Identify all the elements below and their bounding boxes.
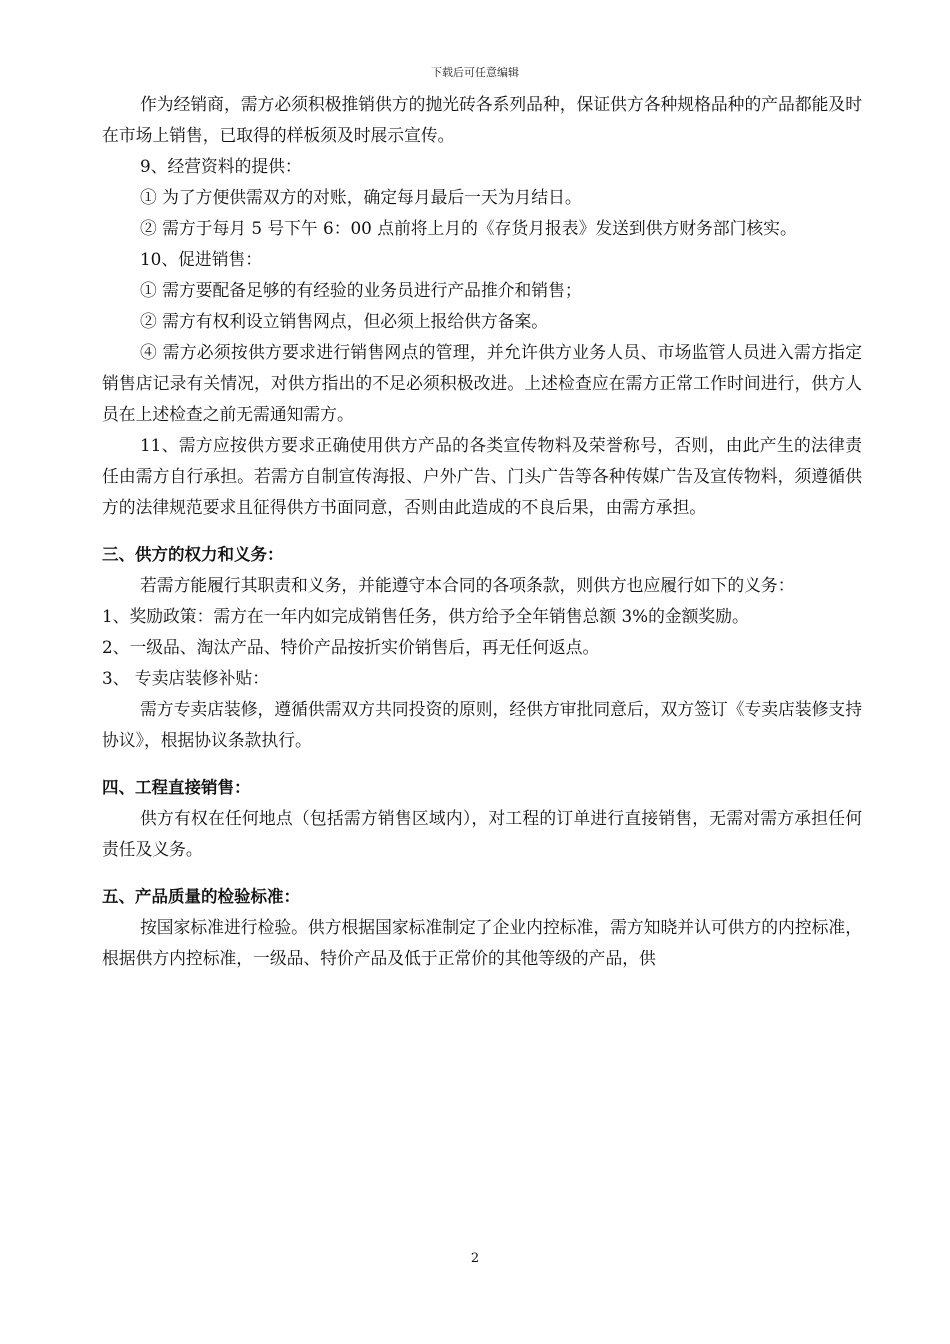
clause-9-item-1: ① 为了方便供需双方的对账，确定每月最后一天为月结日。 (140, 187, 582, 207)
section-5-heading: 五、产品质量的检验标准： (102, 887, 300, 906)
section-3-item-1: 1、奖励政策：需方在一年内如完成销售任务，供方给予全年销售总额 3%的金额奖励。 (102, 606, 749, 626)
section-3-intro: 若需方能履行其职责和义务，并能遵守本合同的各项条款，则供方也应履行如下的义务： (140, 575, 795, 595)
header-note: 下载后可任意编辑 (431, 66, 519, 79)
clause-9-title: 9、经营资料的提供： (140, 156, 302, 176)
clause-10-title: 10、促进销售： (140, 249, 263, 269)
clause-9-item-2: ② 需方于每月 5 号下午 6：00 点前将上月的《存货月报表》发送到供方财务部门核实。 (140, 218, 797, 238)
clause-10-item-4: ④ 需方必须按供方要求进行销售网点的管理，并允许供方业务人员、市场监管人员进入需方指定销售店记录有关情况，对供方指出的不足必须积极改进。上述检查应在需方正常工作时间进行，供方人员在上述检查之前无需通知需方。 (102, 342, 862, 424)
section-3-item-3: 3、 专卖店装修补贴： (102, 668, 270, 688)
section-4-heading: 四、工程直接销售： (102, 778, 251, 797)
section-5-body: 按国家标准进行检验。供方根据国家标准制定了企业内控标准，需方知晓并认可供方的内控标准，根据供方内控标准，一级品、特价产品及低于正常价的其他等级的产品，供 (102, 917, 862, 968)
clause-10-item-2: ② 需方有权利设立销售网点，但必须上报给供方备案。 (140, 311, 549, 331)
paragraph-dealer-duty: 作为经销商，需方必须积极推销供方的抛光砖各系列品种，保证供方各种规格品种的产品都能及时在市场上销售，已取得的样板须及时展示宣传。 (102, 94, 862, 145)
page-number: 2 (470, 1251, 480, 1266)
section-3-heading: 三、供方的权力和义务： (102, 545, 284, 564)
section-4-body: 供方有权在任何地点（包括需方销售区域内），对工程的订单进行直接销售，无需对需方承担任何责任及义务。 (102, 808, 862, 859)
section-3-item-2: 2、一级品、淘汰产品、特价产品按折实价销售后，再无任何返点。 (102, 637, 600, 657)
document-body (102, 89, 862, 974)
clause-10-item-1: ① 需方要配备足够的有经验的业务员进行产品推介和销售； (140, 280, 582, 300)
section-3-item-3-body: 需方专卖店装修，遵循供需双方共同投资的原则，经供方审批同意后，双方签订《专卖店装修支持协议》，根据协议条款执行。 (102, 699, 862, 750)
clause-11: 11、需方应按供方要求正确使用供方产品的各类宣传物料及荣誉称号，否则，由此产生的法律责任由需方自行承担。若需方自制宣传海报、户外广告、门头广告等各种传媒广告及宣传物料，须遵循供方的法律规范要求且征得供方书面同意，否则由此造成的不良后果，由需方承担。 (102, 435, 862, 517)
